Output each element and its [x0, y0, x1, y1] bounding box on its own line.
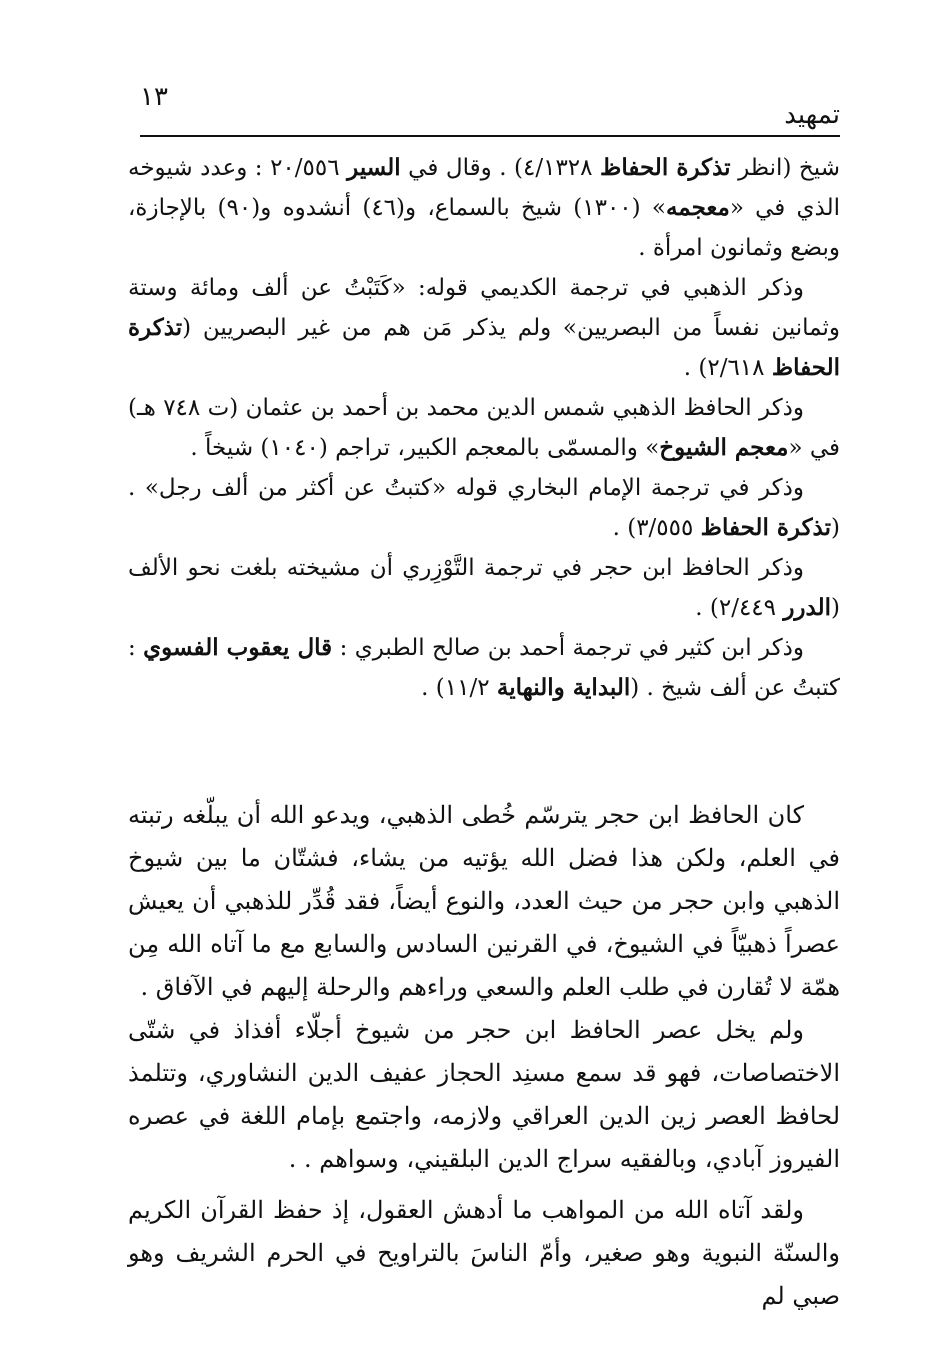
body-paragraph: ولم يخل عصر الحافظ ابن حجر من شيوخ أجلّاء أفذاذ في شتّى الاختصاصات، فهو قد سمع مسنِد الحجاز عفيف الدين النشاوري، وتتلمذ لحافظ العصر زين الدين العراقي ولازمه، واجتمع بإمام اللغة في عصره الفيروز آبادي، وبالفقيه سراج الدين البلقيني، وسواهم . .: [128, 1016, 840, 1173]
quote-paragraph: وذكر الذهبي في ترجمة الكديمي قوله: «كَتَبْتُ عن ألف ومائة وستة وثمانين نفساً من البصريين» ولم يذكر مَن هم من غير البصريين (تذكرة الحفاظ ٢/٦١٨) .: [128, 275, 840, 381]
quote-paragraph: شيخ (انظر تذكرة الحفاظ ٤/١٣٢٨) . وقال في السير ٢٠/٥٥٦ : وعدد شيوخه الذي في «معجمه» (١٣٠٠) شيخ بالسماع، و(٤٦) أنشدوه و(٩٠) بالإجازة، وبضع وثمانون امرأة .: [128, 154, 840, 261]
header-rule: [140, 135, 840, 137]
body-paragraph: ولقد آتاه الله من المواهب ما أدهش العقول، إذ حفظ القرآن الكريم والسنّة النبوية وهو صغير، وأمّ الناسَ بالتراويح في الحرم الشريف وهو صبي لم: [128, 1196, 840, 1310]
body-paragraph: كان الحافظ ابن حجر يترسّم خُطى الذهبي، ويدعو الله أن يبلّغه رتبته في العلم، ولكن هذا فضل الله يؤتيه من يشاء، فشتّان ما بين شيوخ الذهبي وابن حجر من حيث العدد، والنوع أيضاً، فقد قُدِّر للذهبي أن يعيش عصراً ذهبيّاً في الشيوخ، في القرنين السادس والسابع مع ما آتاه الله مِن همّة لا تُقارن في طلب العلم والسعي وراءهم والرحلة إليهم في الآفاق .: [128, 801, 840, 1001]
quotes-block: [128, 148, 840, 708]
quote-paragraph: وذكر في ترجمة الإمام البخاري قوله «كتبتُ عن أكثر من ألف رجل» . (تذكرة الحفاظ ٣/٥٥٥) .: [128, 475, 840, 541]
quote-paragraph: وذكر الحافظ ابن حجر في ترجمة التَّوْزِري أن مشيخته بلغت نحو الألف (الدرر ٢/٤٤٩) .: [128, 555, 840, 621]
page-number: ١٣: [140, 82, 168, 112]
page-header: [140, 82, 840, 134]
quote-paragraph: وذكر الحافظ الذهبي شمس الدين محمد بن أحمد بن عثمان (ت ٧٤٨ هـ) في «معجم الشيوخ» والمسمّى بالمعجم الكبير، تراجم (١٠٤٠) شيخاً .: [128, 395, 840, 461]
quote-paragraph: وذكر ابن كثير في ترجمة أحمد بن صالح الطبري : قال يعقوب الفسوي : كتبتُ عن ألف شيخ . (البداية والنهاية ١١/٢) .: [128, 634, 840, 701]
running-title: تمهيد: [784, 100, 840, 130]
body-block: [128, 794, 840, 1318]
